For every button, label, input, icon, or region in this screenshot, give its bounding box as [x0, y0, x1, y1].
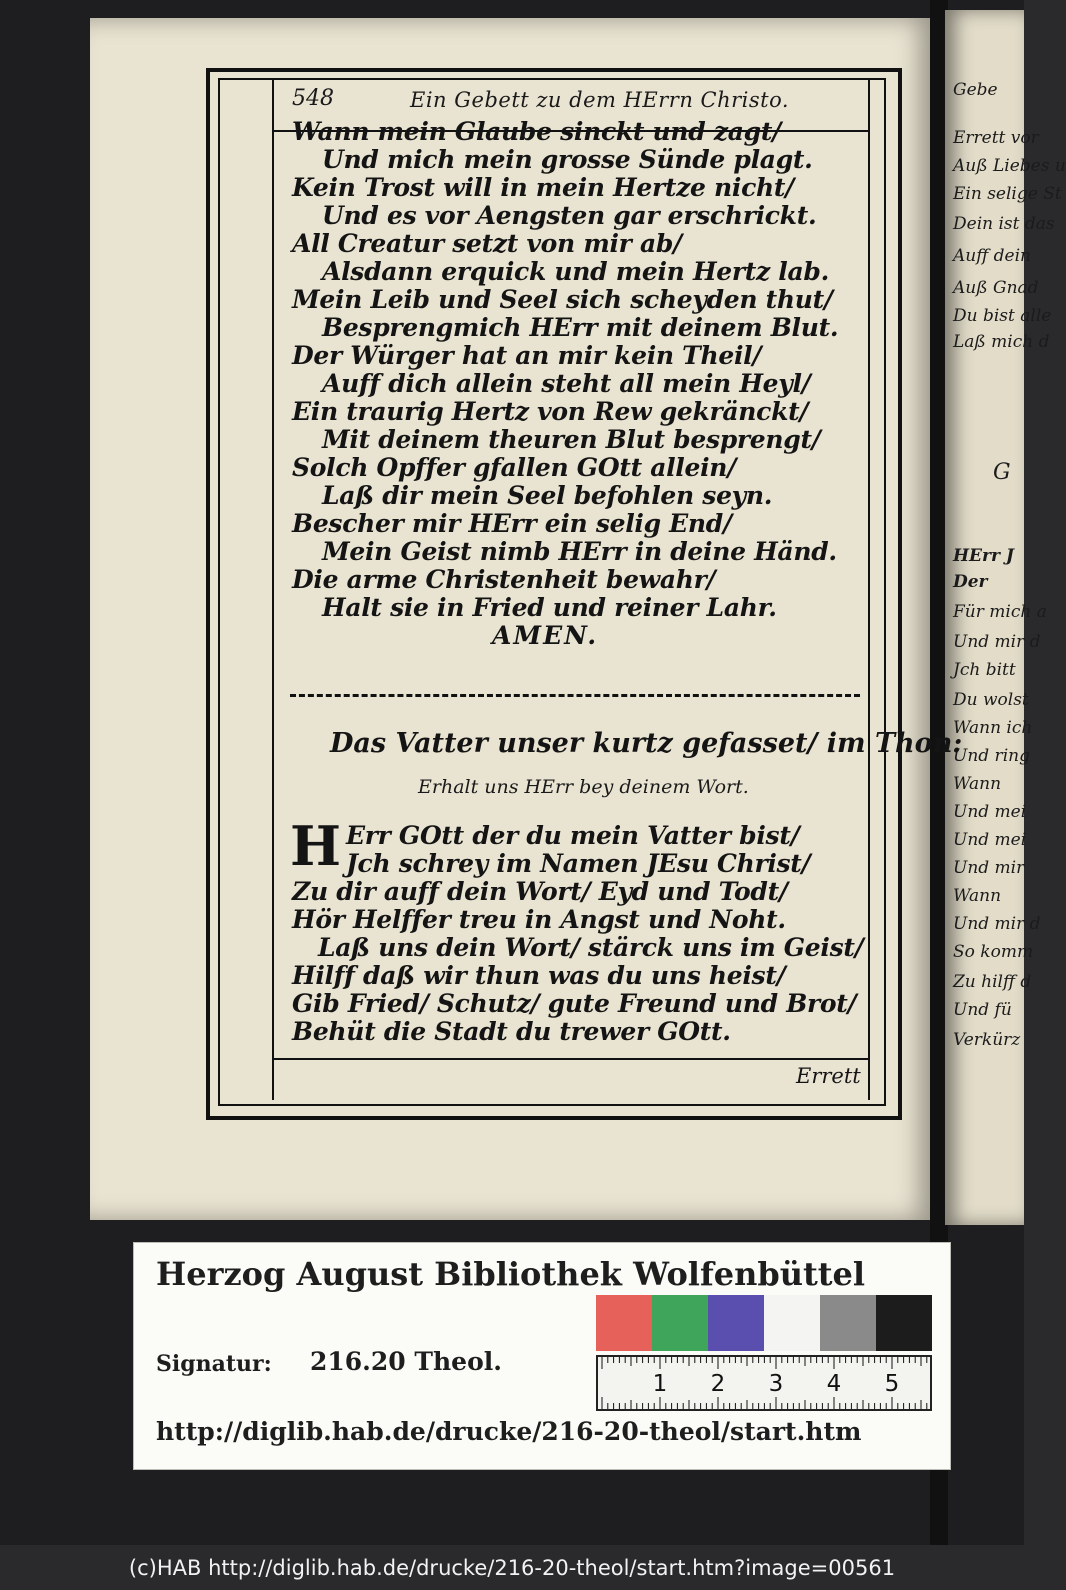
verse-line: Und es vor Aengsten gar erschrickt. [322, 201, 817, 230]
facing-page-line: Und mei [953, 802, 1027, 822]
facing-page-line: Und mir d [953, 632, 1041, 652]
facing-page-line: Auß Gnad [953, 278, 1039, 298]
running-head-title: Ein Gebett zu dem HErrn Christo. [410, 88, 790, 112]
facing-page-line: HErr J [953, 546, 1014, 566]
ruler-number: 2 [710, 1371, 726, 1397]
ruler-number: 5 [884, 1371, 900, 1397]
color-calibration-strip [596, 1295, 932, 1351]
library-url: http://diglib.hab.de/drucke/216-20-theol/start.htm [156, 1417, 862, 1446]
color-swatch [708, 1295, 764, 1351]
facing-page-line: Und ring [953, 746, 1030, 766]
ruler-number: 4 [826, 1371, 842, 1397]
color-swatch [652, 1295, 708, 1351]
running-head [292, 86, 852, 116]
verse-line: Halt sie in Fried und reiner Lahr. [322, 593, 777, 622]
facing-page [945, 10, 1066, 1225]
verse-line: Kein Trost will in mein Hertze nicht/ [292, 173, 794, 202]
verse-line: All Creatur setzt von mir ab/ [292, 229, 682, 258]
verse-line: Bescher mir HErr ein selig End/ [292, 509, 732, 538]
ruler-ticks-top [598, 1357, 930, 1369]
amen-line: AMEN. [492, 621, 599, 650]
foot-rule [274, 1058, 868, 1060]
facing-page-line: Jch bitt [953, 660, 1016, 680]
copyright-footer: (c)HAB http://diglib.hab.de/drucke/216-20-theol/start.htm?image=00561 [0, 1545, 1024, 1590]
verse-line: Der Würger hat an mir kein Theil/ [292, 341, 762, 370]
prayer-line: Zu dir auff dein Wort/ Eyd und Todt/ [292, 877, 788, 906]
scale-ruler [596, 1355, 932, 1411]
facing-page-line: Verkürz [953, 1030, 1021, 1050]
prayer-line: Laß uns dein Wort/ stärck uns im Geist/ [318, 933, 864, 962]
signature-label: Signatur: [156, 1351, 272, 1377]
verse-line: Laß dir mein Seel befohlen seyn. [322, 481, 773, 510]
facing-page-line: Und fü [953, 1000, 1012, 1020]
facing-page-line: Wann [953, 774, 1002, 794]
facing-page-line: Und mei [953, 830, 1027, 850]
facing-page-line: Dein ist das [953, 214, 1055, 234]
facing-page-line: Und mir d [953, 914, 1041, 934]
ruler-number: 3 [768, 1371, 784, 1397]
verse-line: Solch Opffer gfallen GOtt allein/ [292, 453, 737, 482]
library-label-card [133, 1242, 951, 1470]
verse-line: Ein traurig Hertz von Rew gekränckt/ [292, 397, 809, 426]
facing-page-line: Ein selige St [953, 184, 1062, 204]
verse-line: Mein Geist nimb HErr in deine Händ. [322, 537, 837, 566]
ruler-ticks-bottom [598, 1397, 930, 1409]
verse-line: Und mich mein grosse Sünde plagt. [322, 145, 813, 174]
facing-page-line: Zu hilff d [953, 972, 1032, 992]
verse-line: Auff dich allein steht all mein Heyl/ [322, 369, 811, 398]
facing-page-line: Errett vor [953, 128, 1039, 148]
facing-page-line: Auff dein [953, 246, 1032, 266]
ruler-number: 1 [652, 1371, 668, 1397]
prayer-verses [290, 814, 864, 1046]
facing-page-line: Für mich a [953, 602, 1047, 622]
verse-line: Alsdann erquick und mein Hertz lab. [322, 257, 829, 286]
verse-line: Mit deinem theuren Blut besprengt/ [322, 425, 821, 454]
prayer-line: Gib Fried/ Schutz/ gute Freund und Brot/ [292, 989, 857, 1018]
prayer-line: Hilff daß wir thun was du uns heist/ [292, 961, 786, 990]
prayer-line: Behüt die Stadt du trewer GOtt. [292, 1017, 731, 1046]
left-column-rule [272, 80, 274, 1100]
library-name: Herzog August Bibliothek Wolfenbüttel [156, 1255, 866, 1293]
prayer-line: Err GOtt der du mein Vatter bist/ [346, 821, 800, 850]
color-swatch [820, 1295, 876, 1351]
hymn-verses [292, 118, 852, 650]
facing-page-line: Gebe [953, 80, 998, 100]
facing-page-line: Auß Liebes u [953, 156, 1066, 176]
facing-page-line: Laß mich d [953, 332, 1050, 352]
prayer-line: Hör Helffer treu in Angst und Noht. [292, 905, 786, 934]
page-number: 548 [292, 86, 334, 111]
signature-value: 216.20 Theol. [310, 1347, 502, 1376]
facing-page-line: Wann ich [953, 718, 1033, 738]
verse-line: Besprengmich HErr mit deinem Blut. [322, 313, 839, 342]
right-column-rule [868, 80, 870, 1100]
color-swatch [764, 1295, 820, 1351]
decorated-initial: H [290, 814, 342, 878]
facing-page-line: Du bist alle [953, 306, 1052, 326]
facing-page-line: Du wolst [953, 690, 1029, 710]
verse-line: Mein Leib und Seel sich scheyden thut/ [292, 285, 833, 314]
facing-page-line: Und mir [953, 858, 1025, 878]
section-subtitle: Erhalt uns HErr bey deinem Wort. [418, 776, 749, 798]
verse-line: Wann mein Glaube sinckt und zagt/ [292, 117, 781, 146]
catchword: Errett [796, 1064, 861, 1088]
color-swatch [596, 1295, 652, 1351]
color-swatch [876, 1295, 932, 1351]
section-divider [290, 694, 860, 697]
prayer-line: Jch schrey im Namen JEsu Christ/ [346, 849, 811, 878]
facing-page-line: Wann [953, 886, 1002, 906]
facing-page-line: Der [953, 572, 988, 592]
section-title: Das Vatter unser kurtz gefasset/ im Thon: [330, 728, 963, 759]
verse-line: Die arme Christenheit bewahr/ [292, 565, 716, 594]
facing-page-line: G [993, 460, 1011, 485]
facing-page-line: So komm [953, 942, 1034, 962]
